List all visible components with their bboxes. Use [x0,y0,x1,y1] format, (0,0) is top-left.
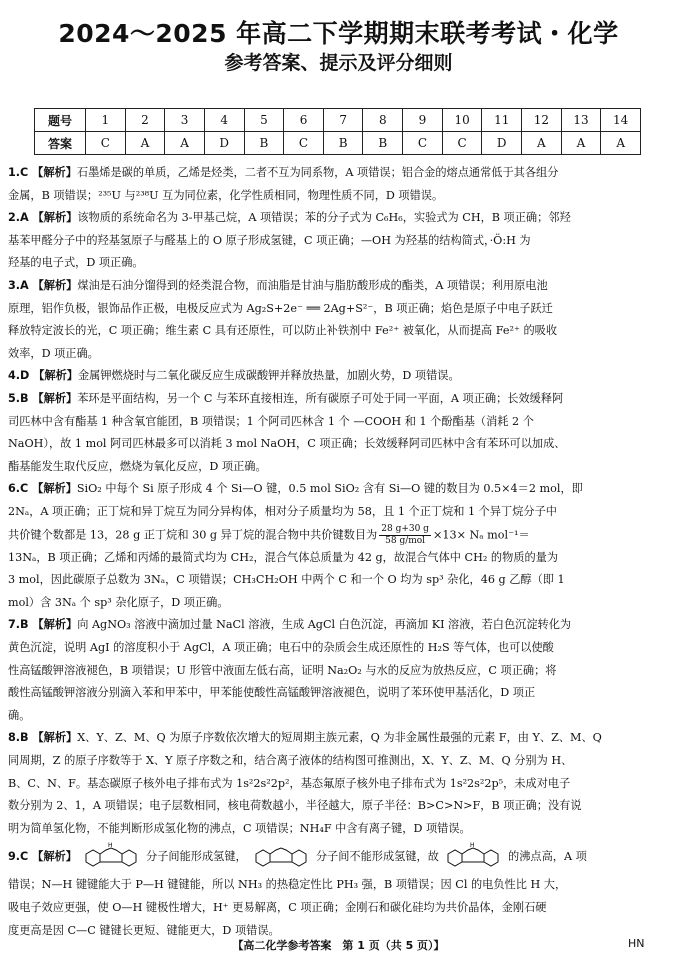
item-line: 金属，B 项错误；²³⁵U 与²³⁸U 互为同位素，化学性质相同，物理性质不同，D 项错误。 [8,188,444,202]
explanation-item-4 [8,365,664,388]
answer-row-header: 答案 [35,132,86,155]
item-line: 度更高是因 C—C 键键长更短、键能更大，D 项错误。 [8,923,280,937]
fraction-numerator: 28 g+30 g [381,523,429,534]
explanation-item-2 [8,207,664,275]
item-text-fragment: 分子间不能形成氢键，故 [315,850,439,864]
item-line: 苯环是平面结构，另一个 C 与苯环直接相连，所有碳原子可处于同一平面，A 项正确；长效缓释阿 [77,391,564,405]
explanation-item-3 [8,275,664,365]
answer-cell: B [363,132,403,155]
item-lead: 6.C 【解析】 [8,482,77,496]
item-line: X、Y、Z、M、Q 为原子序数依次增大的短周期主族元素，Q 为非金属性最强的元素 F，由 Y、Z、M、Q [77,731,602,745]
question-number: 13 [561,109,601,132]
item-text-fragment: 的沸点高，A 项 [508,850,587,864]
item-line: 煤油是石油分馏得到的烃类混合物，而油脂是甘油与脂肪酸形成的酯类，A 项错误；利用原电池 [77,278,548,292]
question-number: 10 [442,109,482,132]
item-line: 金属钾燃烧时与二氧化碳反应生成碳酸钾并释放热量，加剧火势，D 项错误。 [77,369,460,383]
page-footer: 【高二化学参考答案 第 1 页（共 5 页）】 [232,939,445,952]
page-title: 2024～2025 年高二下学期期末联考考试・化学 [58,19,619,48]
answer-cell: B [323,132,363,155]
item-line: 基苯甲醛分子中的羟基氢原子与醛基上的 O 原子形成氢键，C 项正确；—OH 为羟基的结构简式， [8,233,490,247]
item-lead: 9.C 【解析】 [8,850,77,864]
carbazole-structure-icon [80,842,142,872]
fluorene-structure-icon [250,842,312,872]
item-line: 羟基的电子式，D 项正确。 [8,256,144,270]
answer-cell: A [522,132,562,155]
question-number: 12 [522,109,562,132]
item-line: 错误；N—H 键键能大于 P—H 键键能，所以 NH₃ 的热稳定性比 PH₃ 强，B 项错误；因 Cl 的电负性比 H 大， [8,878,567,892]
item-line: SiO₂ 中每个 Si 原子形成 4 个 Si—O 键，0.5 mol SiO₂ 含有 Si—O 键的数目为 0.5×4＝2 mol，即 [76,482,583,496]
question-number: 9 [403,109,443,132]
page-subtitle: 参考答案、提示及评分细则 [224,52,453,74]
item-line: 黄色沉淀，说明 AgI 的溶度积小于 AgCl，A 项正确；电石中的杂质会生成还原性的 H₂S 等气体，也可以使酸 [8,640,554,654]
explanations [8,162,664,942]
answer-cell: A [125,132,165,155]
svg-text:H: H [108,842,113,850]
answer-cell: D [204,132,244,155]
explanation-item-5 [8,388,664,478]
item-line: 明为简单氢化物，不能判断形成氢化物的沸点，C 项错误；NH₄F 中含有离子键，D 项错误。 [8,821,471,835]
item-text-fragment: 分子间能形成氢键， [146,850,247,864]
item-line: 共价键个数都是 13，28 g 正丁烷和 30 g 异丁烷的混合物中共价键数目为 [8,528,378,541]
number-row-header: 题号 [35,109,86,132]
answer-table-number-row [35,109,641,132]
item-line: 13Nₐ，B 项正确；乙烯和丙烯的最简式均为 CH₂，混合气体总质量为 42 g，故混合气体中 CH₂ 的物质的量为 [8,550,559,564]
answer-cell: C [86,132,126,155]
fraction-denominator: 58 g/mol [385,535,426,546]
question-number: 3 [165,109,205,132]
explanation-item-9 [8,840,664,942]
question-number: 5 [244,109,284,132]
footer-code: HN [628,937,645,950]
explanation-item-8 [8,727,664,840]
question-number: 4 [204,109,244,132]
item-lead: 3.A 【解析】 [8,278,78,292]
hydroxyl-electron-dot: ·Ö:H 为 [489,233,531,247]
explanation-item-7 [8,614,664,727]
item-line: 释放特定波长的光，C 项正确；维生素 C 具有还原性，可以防止补铁剂中 Fe²⁺ 被氧化，从而提高 Fe²⁺ 的吸收 [8,324,558,338]
carbazole-structure-icon [442,842,504,872]
item-line: B、C、N、F。基态碳原子核外电子排布式为 1s²2s²2p²，基态氟原子核外电子排布式为 1s²2s²2p⁵，未成对电子 [8,776,571,790]
question-number: 1 [86,109,126,132]
question-number: 11 [482,109,522,132]
answer-cell: B [244,132,284,155]
item-line: 酯基能发生取代反应，燃烧为氧化反应，D 项正确。 [8,459,267,473]
answer-cell: A [561,132,601,155]
answer-cell: A [601,132,641,155]
item-line: 石墨烯是碳的单质，乙烯是烃类，二者不互为同系物，A 项错误；铝合金的熔点通常低于其各组分 [76,166,559,179]
answer-cell: C [442,132,482,155]
question-number: 8 [363,109,403,132]
question-number: 14 [601,109,641,132]
item-line: 确。 [8,708,31,722]
mass-fraction [379,524,431,547]
answer-cell: C [284,132,324,155]
svg-text:H: H [470,842,475,850]
item-line: 原理，铝作负极，银饰品作正极，电极反应式为 Ag₂S+2e⁻ ══ 2Ag+S²⁻，B 项正确；焰色是原子中电子跃迁 [8,301,553,315]
question-number: 6 [284,109,324,132]
item-line: NaOH），故 1 mol 阿司匹林最多可以消耗 3 mol NaOH，C 项正确；长效缓释阿司匹林中含有苯环可以加成、 [8,437,566,451]
item-line: 同周期，Z 的原子序数等于 X、Y 原子序数之和，结合离子液体的结构图可推测出，X、Y、Z、M、Q 分别为 H、 [8,753,573,767]
explanation-item-6 [8,478,664,614]
item-line: 3 mol，因此碳原子总数为 3Nₐ，C 项错误；CH₃CH₂OH 中两个 C 和一个 O 均为 sp³ 杂化，46 g 乙醇（即 1 [8,573,565,587]
item-lead: 5.B 【解析】 [8,391,78,405]
item-lead: 2.A 【解析】 [8,211,78,225]
question-number: 7 [323,109,363,132]
item-line: 性高锰酸钾溶液褪色，B 项错误；U 形管中液面左低右高，证明 Na₂O₂ 与水的反应为放热反应，C 项正确；将 [8,663,557,677]
item-line: 向 AgNO₃ 溶液中滴加过量 NaCl 溶液，生成 AgCl 白色沉淀，再滴加 KI 溶液，若白色沉淀转化为 [77,618,572,632]
item-line: 该物质的系统命名为 3-甲基己烷，A 项错误；苯的分子式为 C₆H₆，实验式为 CH，B 项正确；邻羟 [77,211,571,225]
item-lead: 4.D 【解析】 [8,369,78,383]
item-line: 效率，D 项正确。 [8,346,99,360]
fraction-tail: ×13× Nₐ mol⁻¹＝ [432,528,530,541]
item-lead: 1.C 【解析】 [8,166,77,179]
item-line: mol）含 3Nₐ 个 sp³ 杂化原子，D 项正确。 [8,595,229,609]
answer-cell: D [482,132,522,155]
item-line: 数分别为 2、1，A 项错误；电子层数相同，核电荷数越小，半径越大，原子半径：B>C>N>F，B 项正确；没有说 [8,799,582,813]
answer-table-answer-row [35,132,641,155]
answer-table [34,108,641,155]
explanation-item-1 [8,162,664,207]
item-lead: 7.B 【解析】 [8,618,78,632]
item-line: 2Nₐ，A 项正确；正丁烷和异丁烷互为同分异构体，相对分子质量均为 58，且 1 个正丁烷和 1 个异丁烷分子中 [8,504,557,518]
question-number: 2 [125,109,165,132]
item-line: 司匹林中含有酯基 1 种含氧官能团，B 项错误；1 个阿司匹林含 1 个 —COOH 和 1 个酚酯基（消耗 2 个 [8,414,534,428]
item-line: 酸性高锰酸钾溶液分别滴入苯和甲苯中，甲苯能使酸性高锰酸钾溶液褪色，说明了苯环使甲基活化，D 项正 [8,686,536,700]
answer-cell: C [403,132,443,155]
item-lead: 8.B 【解析】 [8,731,78,745]
item-line: 吸电子效应更强，使 O—H 键极性增大，H⁺ 更易解离，C 项正确；金刚石和碳化硅均为共价晶体，金刚石硬 [8,900,547,914]
answer-cell: A [165,132,205,155]
